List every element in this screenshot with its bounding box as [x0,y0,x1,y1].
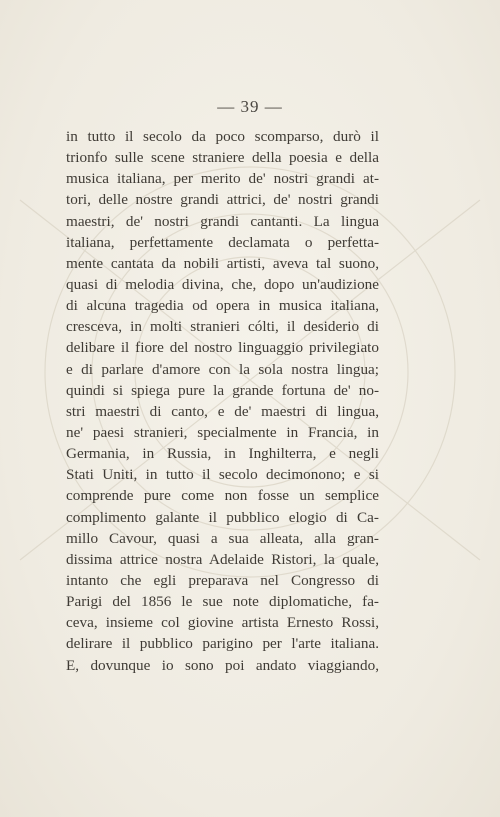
text-line: stri maestri di canto, e de' maestri di lingua, [66,402,379,420]
text-line: complimento galante il pubblico elogio di Ca- [66,508,379,526]
text-line: ne' paesi stranieri, specialmente in Francia, in [66,423,379,441]
text-line: in tutto il secolo da poco scomparso, durò il [66,128,379,145]
text-line: di alcuna tragedia od opera in musica italiana, [66,297,379,315]
text-line: trionfo sulle scene straniere della poesia e della [66,149,379,167]
text-line: delibare il fiore del nostro linguaggio privilegiato [66,339,379,357]
text-line: E, dovunque io sono poi andato viaggiando, [66,656,379,674]
text-line: maestri, de' nostri grandi cantanti. La lingua [66,212,379,230]
text-line: quindi si spiega pure la grande fortuna de' no- [66,381,379,399]
body-text [66,126,379,676]
text-line: millo Cavour, quasi a sua alleata, alla gran- [66,529,379,547]
text-line: Parigi del 1856 le sue note diplomatiche, fa- [66,593,379,611]
text-line: dissima attrice nostra Adelaide Ristori, la quale, [66,550,379,568]
text-line: e di parlare d'amore con la sola nostra lingua; [66,360,379,378]
text-line: musica italiana, per merito de' nostri grandi at- [66,170,379,188]
text-line: quasi di melodia divina, che, dopo un'audizione [66,275,379,293]
text-line: delirare il pubblico parigino per l'arte italiana. [66,635,379,653]
text-line: cresceva, in molti stranieri cólti, il desiderio di [66,318,379,336]
page-number: — 39 — [217,97,283,116]
text-line: italiana, perfettamente declamata o perfetta- [66,233,379,251]
text-line: Stati Uniti, in tutto il secolo decimonono; e si [66,466,379,484]
text-line: tori, delle nostre grandi attrici, de' nostri grandi [66,191,379,209]
text-line: mente cantata da nobili artisti, aveva tal suono, [66,254,379,272]
text-line: comprende pure come non fosse un semplice [66,487,379,505]
text-line: ceva, insieme col giovine artista Ernesto Rossi, [66,614,379,632]
text-line: intanto che egli preparava nel Congresso di [66,571,379,589]
text-line: Germania, in Russia, in Inghilterra, e negli [66,445,379,463]
